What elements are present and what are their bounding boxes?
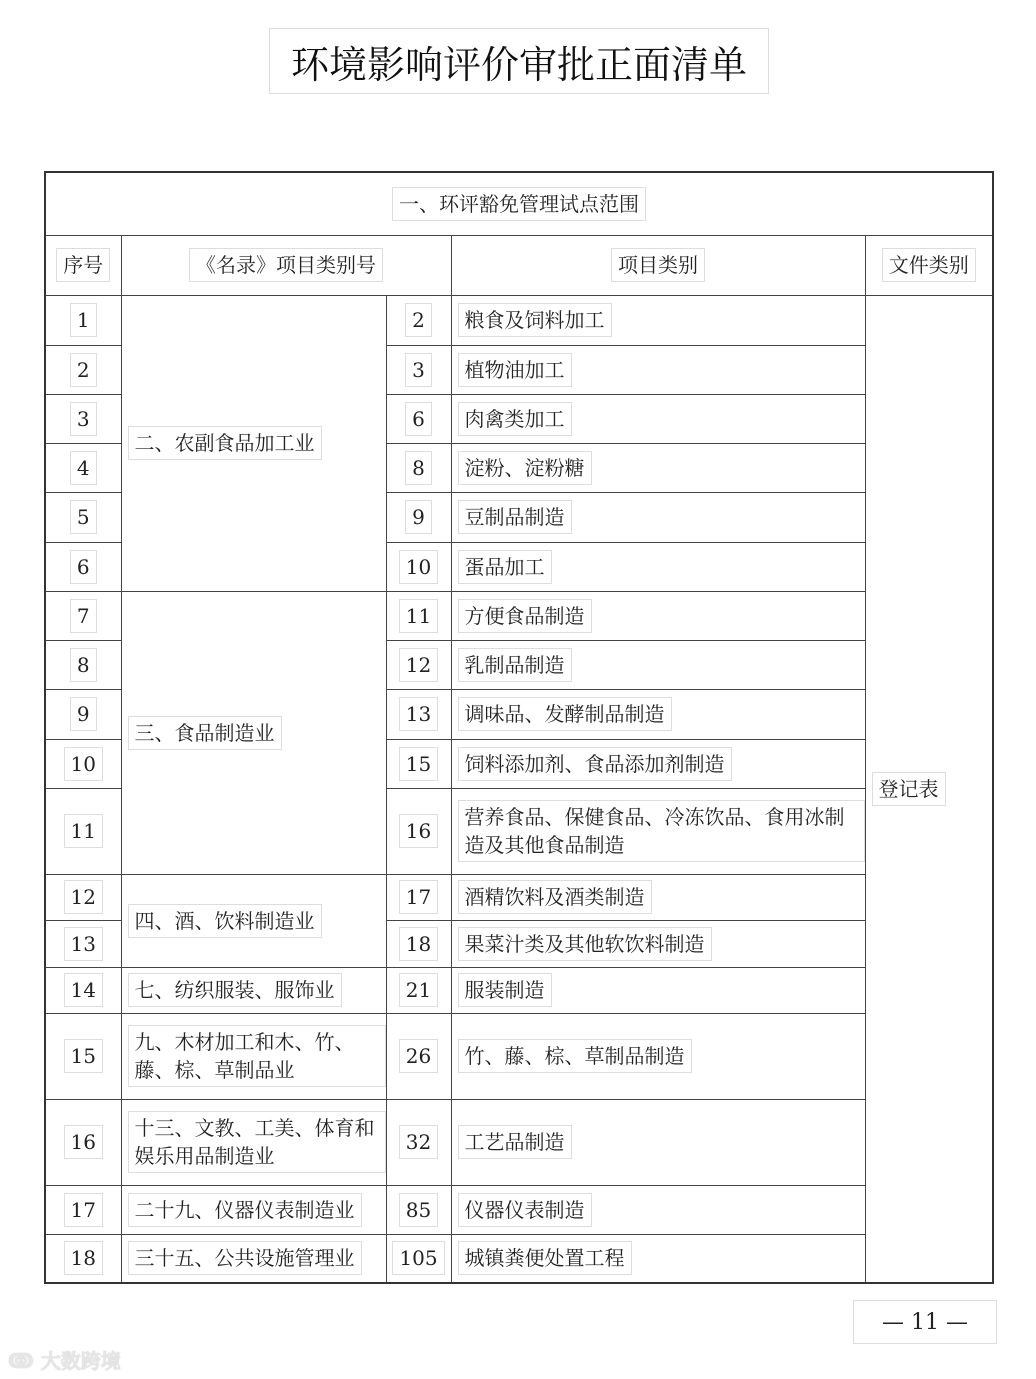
seq-cell: 3 bbox=[45, 394, 121, 443]
table-row bbox=[45, 1185, 993, 1234]
industry-cell: 十三、文教、工美、体育和娱乐用品制造业 bbox=[121, 1099, 386, 1185]
watermark-logo: ↂ 大数跨境 bbox=[8, 1349, 121, 1373]
industry-cell: 二、农副食品加工业 bbox=[121, 295, 386, 591]
project-cell: 营养食品、保健食品、冷冻饮品、食用冰制造及其他食品制造 bbox=[451, 788, 865, 874]
header-project: 项目类别 bbox=[451, 235, 865, 295]
seq-cell: 12 bbox=[45, 874, 121, 920]
project-cell: 服装制造 bbox=[451, 967, 865, 1013]
seq-cell: 13 bbox=[45, 920, 121, 967]
seq-cell: 11 bbox=[45, 788, 121, 874]
seq-cell: 1 bbox=[45, 295, 121, 345]
table-row bbox=[45, 967, 993, 1013]
seq-cell: 8 bbox=[45, 640, 121, 689]
industry-cell: 三、食品制造业 bbox=[121, 591, 386, 874]
industry-cell: 四、酒、饮料制造业 bbox=[121, 874, 386, 967]
seq-cell: 7 bbox=[45, 591, 121, 640]
project-cell: 工艺品制造 bbox=[451, 1099, 865, 1185]
catalog-no-cell: 11 bbox=[386, 591, 451, 640]
project-cell: 果菜汁类及其他软饮料制造 bbox=[451, 920, 865, 967]
seq-cell: 6 bbox=[45, 542, 121, 591]
project-cell: 方便食品制造 bbox=[451, 591, 865, 640]
header-catalog-no: 《名录》项目类别号 bbox=[121, 235, 451, 295]
project-cell: 肉禽类加工 bbox=[451, 394, 865, 443]
industry-cell: 二十九、仪器仪表制造业 bbox=[121, 1185, 386, 1234]
catalog-no-cell: 15 bbox=[386, 739, 451, 788]
industry-cell: 九、木材加工和木、竹、藤、棕、草制品业 bbox=[121, 1013, 386, 1099]
header-seq: 序号 bbox=[45, 235, 121, 295]
industry-cell: 七、纺织服装、服饰业 bbox=[121, 967, 386, 1013]
catalog-no-cell: 10 bbox=[386, 542, 451, 591]
catalog-no-cell: 9 bbox=[386, 492, 451, 542]
approval-list-table bbox=[44, 171, 994, 1284]
project-cell: 蛋品加工 bbox=[451, 542, 865, 591]
catalog-no-cell: 105 bbox=[386, 1234, 451, 1283]
project-cell: 城镇粪便处置工程 bbox=[451, 1234, 865, 1283]
seq-cell: 5 bbox=[45, 492, 121, 542]
seq-cell: 2 bbox=[45, 345, 121, 394]
page-number: — 11 — bbox=[853, 1300, 997, 1344]
catalog-no-cell: 32 bbox=[386, 1099, 451, 1185]
catalog-no-cell: 21 bbox=[386, 967, 451, 1013]
catalog-no-cell: 2 bbox=[386, 295, 451, 345]
seq-cell: 16 bbox=[45, 1099, 121, 1185]
catalog-no-cell: 6 bbox=[386, 394, 451, 443]
project-cell: 淀粉、淀粉糖 bbox=[451, 443, 865, 492]
project-cell: 乳制品制造 bbox=[451, 640, 865, 689]
seq-cell: 4 bbox=[45, 443, 121, 492]
project-cell: 豆制品制造 bbox=[451, 492, 865, 542]
table-row bbox=[45, 874, 993, 920]
catalog-no-cell: 16 bbox=[386, 788, 451, 874]
seq-cell: 10 bbox=[45, 739, 121, 788]
project-cell: 酒精饮料及酒类制造 bbox=[451, 874, 865, 920]
seq-cell: 18 bbox=[45, 1234, 121, 1283]
catalog-no-cell: 8 bbox=[386, 443, 451, 492]
header-doc-type: 文件类别 bbox=[865, 235, 993, 295]
project-cell: 饲料添加剂、食品添加剂制造 bbox=[451, 739, 865, 788]
table-row bbox=[45, 1234, 993, 1283]
page-title: 环境影响评价审批正面清单 bbox=[269, 28, 769, 94]
catalog-no-cell: 17 bbox=[386, 874, 451, 920]
doc-type-cell: 登记表 bbox=[865, 295, 993, 1283]
catalog-no-cell: 13 bbox=[386, 689, 451, 739]
table-row bbox=[45, 1099, 993, 1185]
catalog-no-cell: 18 bbox=[386, 920, 451, 967]
seq-cell: 14 bbox=[45, 967, 121, 1013]
table-row bbox=[45, 591, 993, 640]
table-row bbox=[45, 1013, 993, 1099]
seq-cell: 15 bbox=[45, 1013, 121, 1099]
project-cell: 竹、藤、棕、草制品制造 bbox=[451, 1013, 865, 1099]
catalog-no-cell: 3 bbox=[386, 345, 451, 394]
project-cell: 仪器仪表制造 bbox=[451, 1185, 865, 1234]
catalog-no-cell: 26 bbox=[386, 1013, 451, 1099]
industry-cell: 三十五、公共设施管理业 bbox=[121, 1234, 386, 1283]
project-cell: 调味品、发酵制品制造 bbox=[451, 689, 865, 739]
catalog-no-cell: 85 bbox=[386, 1185, 451, 1234]
seq-cell: 9 bbox=[45, 689, 121, 739]
project-cell: 植物油加工 bbox=[451, 345, 865, 394]
table-row bbox=[45, 295, 993, 345]
section-title-cell bbox=[45, 172, 993, 235]
seq-cell: 17 bbox=[45, 1185, 121, 1234]
project-cell: 粮食及饲料加工 bbox=[451, 295, 865, 345]
section-title: 一、环评豁免管理试点范围 bbox=[392, 187, 646, 221]
catalog-no-cell: 12 bbox=[386, 640, 451, 689]
